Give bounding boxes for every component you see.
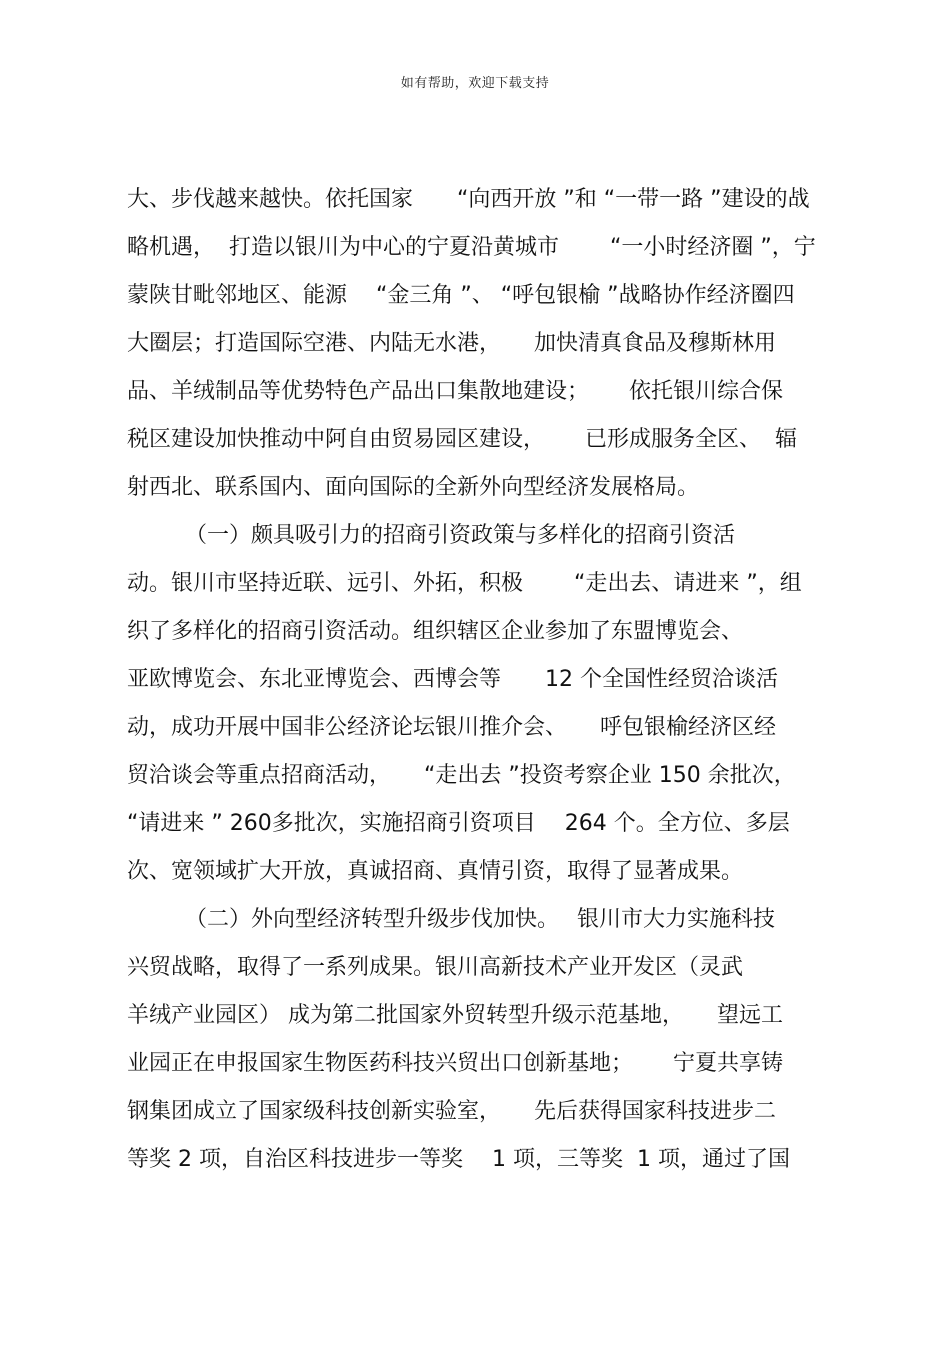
text-line: 射西北、联系国内、面向国际的全新外向型经济发展格局。 <box>127 475 700 500</box>
text-line: 动。银川市坚持近联、远引、外拓，积极 “走出去、请进来 ”，组 <box>127 571 802 596</box>
text-line: 兴贸战略，取得了一系列成果。银川高新技术产业开发区（灵武 <box>127 955 744 980</box>
text-line: 业园正在申报国家生物医药科技兴贸出口创新基地； 宁夏共享铸 <box>127 1051 783 1076</box>
section-heading-2: （二）外向型经济转型升级步伐加快。 银川市大力实施科技 <box>185 907 775 932</box>
text-line: 织了多样化的招商引资活动。组织辖区企业参加了东盟博览会、 <box>127 619 744 644</box>
text-line: 略机遇， 打造以银川为中心的宁夏沿黄城市 “一小时经济圈 ”，宁 <box>127 235 816 260</box>
text-line: 蒙陕甘毗邻地区、能源 “金三角 ”、 “呼包银榆 ”战略协作经济圈四 <box>127 283 795 308</box>
text-line: 税区建设加快推动中阿自由贸易园区建设， 已形成服务全区、 辐 <box>127 427 797 452</box>
section-heading-1: （一）颇具吸引力的招商引资政策与多样化的招商引资活 <box>185 523 736 548</box>
text-line: 动，成功开展中国非公经济论坛银川推介会、 呼包银榆经济区经 <box>127 715 777 740</box>
text-line: 钢集团成立了国家级科技创新实验室， 先后获得国家科技进步二 <box>127 1099 777 1124</box>
text-line: 亚欧博览会、东北亚博览会、西博会等 12 个全国性经贸洽谈活 <box>127 667 778 692</box>
text-line: 羊绒产业园区） 成为第二批国家外贸转型升级示范基地， 望远工 <box>127 1003 783 1028</box>
text-line: 贸洽谈会等重点招商活动， “走出去 ”投资考察企业 150 余批次， <box>127 763 796 788</box>
text-line: 大、步伐越来越快。依托国家 “向西开放 ”和 “一带一路 ”建设的战 <box>127 187 810 212</box>
text-line: “请进来 ” 260多批次，实施招商引资项目 264 个。全方位、多层 <box>127 811 790 836</box>
text-line: 品、羊绒制品等优势特色产品出口集散地建设； 依托银川综合保 <box>127 379 783 404</box>
text-line: 次、宽领域扩大开放，真诚招商、真情引资，取得了显著成果。 <box>127 859 744 884</box>
text-line: 大圈层；打造国际空港、内陆无水港， 加快清真食品及穆斯林用 <box>127 331 777 356</box>
page-header: 如有帮助，欢迎下载支持 <box>400 76 550 91</box>
text-line: 等奖 2 项，自治区科技进步一等奖 1 项，三等奖 1 项，通过了国 <box>127 1147 790 1172</box>
